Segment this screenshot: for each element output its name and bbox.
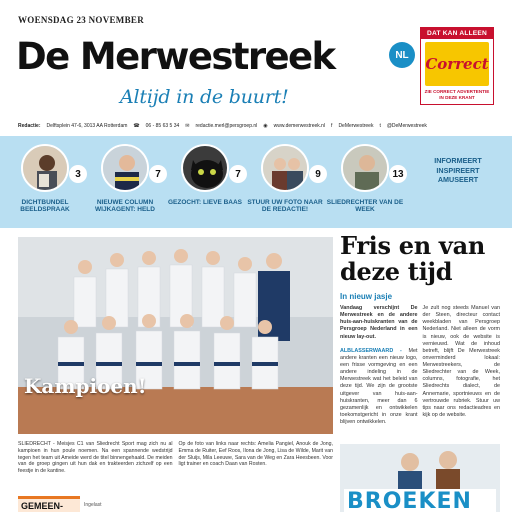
- contact-email[interactable]: redactie.merl@persgroep.nl: [195, 123, 258, 129]
- teaser-stuur-foto[interactable]: [246, 144, 324, 214]
- teaser-page-number: 9: [309, 165, 327, 183]
- contact-bar: [18, 121, 496, 131]
- teaser-column-wijkagent[interactable]: [86, 144, 164, 214]
- teaser-photo: [341, 144, 389, 192]
- ad-bottom-text: ZIE CORRECT ADVERTENTIE IN DEZE KRANT: [424, 89, 490, 100]
- contact-phone: 06 - 85 63 5 34: [145, 123, 180, 129]
- teaser-page-number: 3: [69, 165, 87, 183]
- teaser-photo: [261, 144, 309, 192]
- teaser-caption: DICHTBUNDEL BEELDSPRAAK: [20, 199, 70, 214]
- article-dateline: ALBLASSERWAARD -: [340, 347, 409, 354]
- issue-date: WOENSDAG 23 NOVEMBER: [18, 15, 145, 25]
- facebook-icon: f: [331, 123, 333, 129]
- photo-overlay-title: Kampioen!: [24, 374, 147, 398]
- teaser-gezocht[interactable]: [166, 144, 244, 206]
- teaser-caption: GEZOCHT: LIEVE BAAS: [167, 199, 243, 206]
- globe-icon: ◉: [263, 123, 268, 129]
- caption-column-2: Op de foto van links naar rechts: Amelia Pangiel, Anouk de Jong, Emma de Ruiter, Eef Roos, Ilona de Jong, Lisa de Wilde, Marit van der Sluijs, Mila Leeuwe, Sara van de Weg en Zara Heesbeen. Voor ligt trainer en coach Daan van Rosten.: [178, 441, 333, 468]
- article-text: Met andere kranten een nieuw logo, een frisse vormgeving en een andere indeling in de Merwestreek wat het beleid van deze tijd. We zijn de grootste uitgever van huis-aan-huiskranten, meer dan 6 gezamenlijk en ontwikkelen toekomstgericht in onze krant blijven ontwikkelen.: [340, 347, 418, 425]
- motto-line: AMUSEERT: [437, 175, 479, 185]
- motto-line: INFORMEERT: [434, 156, 482, 165]
- correct-advertisement[interactable]: [420, 27, 494, 105]
- ad-headline: BROEKEN: [344, 489, 496, 512]
- teaser-dichtbundel[interactable]: [6, 144, 84, 214]
- article-headline[interactable]: Fris en van deze tijd: [340, 231, 485, 286]
- ingelast-label: Ingelast: [84, 502, 102, 508]
- teaser-photo: [21, 144, 69, 192]
- contact-facebook[interactable]: DeMerwestreek: [338, 123, 374, 129]
- team-photo[interactable]: [18, 237, 333, 434]
- motto-line: INSPIREERT: [436, 165, 480, 175]
- contact-website[interactable]: www.demerwestreek.nl: [273, 123, 326, 129]
- mail-icon: ✉: [185, 123, 190, 129]
- article-intro: Vandaag verschijnt De Merwestreek en de andere huis-aan-huiskranten van de Persgroep Nederland in een nieuw lay-out.: [340, 305, 418, 340]
- teaser-photo: [101, 144, 149, 192]
- article-body: [340, 305, 500, 440]
- motto: [420, 156, 496, 185]
- article-column-1: [340, 305, 418, 440]
- broeken-advertisement[interactable]: [340, 444, 500, 512]
- teaser-page-number: 7: [229, 165, 247, 183]
- teaser-caption: STUUR UW FOTO NAAR DE REDACTIE!: [247, 199, 323, 214]
- nl-badge: NL: [389, 42, 415, 68]
- contact-label: Redactie:: [18, 123, 41, 129]
- teaser-page-number: 13: [389, 165, 407, 183]
- teaser-page-number: 7: [149, 165, 167, 183]
- twitter-icon: t: [379, 123, 381, 129]
- tagline: Altijd in de buurt!: [120, 86, 289, 108]
- photo-caption: [18, 441, 333, 475]
- correct-logo: Correct: [425, 42, 489, 86]
- teaser-caption: NIEUWE COLUMN WIJKAGENT: HELD: [95, 199, 155, 214]
- contact-address: Delftsplein 47-6, 3013 AA Rotterdam: [46, 123, 128, 129]
- teaser-sliedrechter-vd-week[interactable]: [326, 144, 404, 214]
- contact-twitter[interactable]: @DeMerwestreek: [386, 123, 427, 129]
- gemeente-section-label[interactable]: GEMEEN-: [18, 496, 80, 512]
- masthead-title[interactable]: De Merwestreek: [16, 35, 335, 78]
- article-subhead: In nieuw jasje: [340, 292, 393, 301]
- ad-top-text: DAT KAN ALLEEN: [421, 28, 493, 39]
- teaser-photo: [181, 144, 229, 192]
- article-column-2: Je zult nog steeds Manuel van der Steen, directeur contact weekbladen van Persgroep Nederland. Niet alleen de vorm is nieuw, ook de website is vernieuwd. Wat de inhoud betreft, blijft De Merwestreek onverminderd lokaal: Merwestreekers, de Sliedrechter van de Week, columns, fotografie, het Sliedrechts dialect, de Annemarie, sportnieuws en de vertrouwde rubriek. Stuur uw tips naar ons redactieadres en kijk op de website.: [422, 305, 500, 418]
- caption-column-1: SLIEDRECHT - Meisjes C1 van Sliedrecht Sport mag zich nu al kampioen in hun poule noemen. Na een spannende wedstrijd tegen het team uit Ameide werd de titel binnengehaald. De meiden van de groep gingen uit hun dak en trakteerden zichzelf op een feestje in de kantine.: [18, 441, 173, 474]
- phone-icon: ☎: [133, 123, 140, 129]
- teaser-caption: SLIEDRECHTER VAN DE WEEK: [326, 199, 404, 214]
